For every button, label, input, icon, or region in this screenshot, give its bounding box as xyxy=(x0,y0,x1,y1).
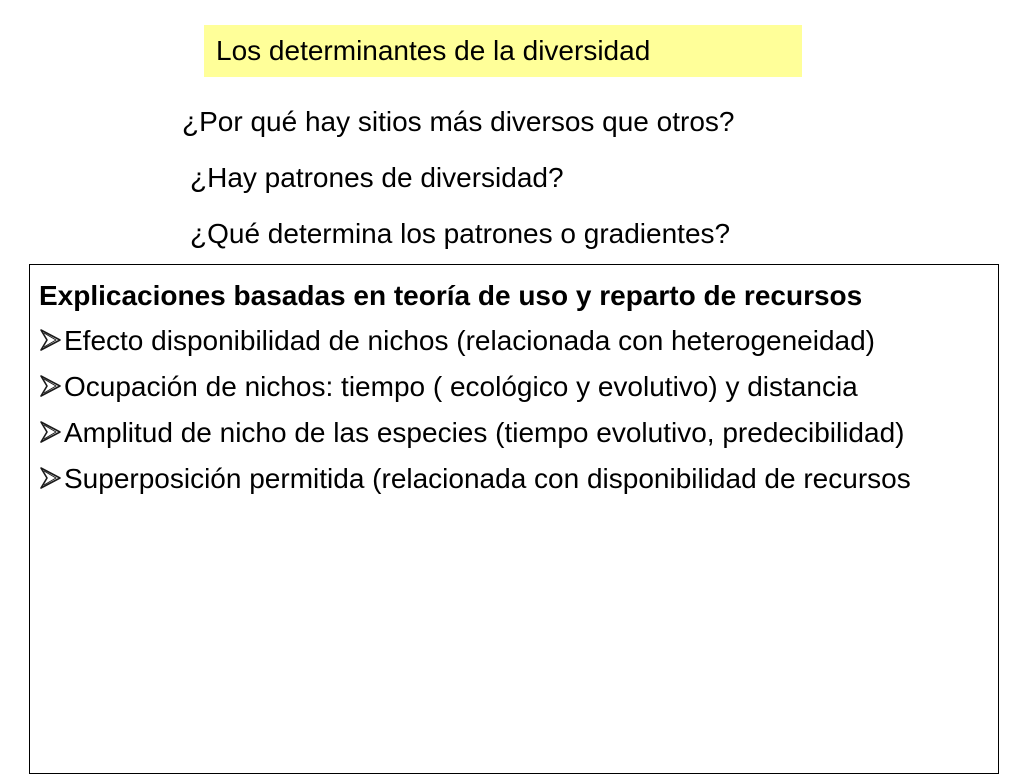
slide-title-box xyxy=(204,25,802,77)
explanations-box xyxy=(29,264,999,774)
arrow-bullet-icon xyxy=(39,465,64,491)
bullet-text-1: Efecto disponibilidad de nichos (relacionada con heterogeneidad) xyxy=(64,325,876,356)
bullet-item-4 xyxy=(39,460,988,498)
bullet-item-2 xyxy=(39,368,988,406)
arrow-bullet-icon xyxy=(39,327,64,353)
question-3: ¿Qué determina los patrones o gradientes? xyxy=(190,218,731,249)
bullet-item-3 xyxy=(39,414,988,452)
arrow-bullet-icon xyxy=(39,419,64,445)
slide-title: Los determinantes de la diversidad xyxy=(216,35,651,66)
bullet-text-2: Ocupación de nichos: tiempo ( ecológico y evolutivo) y distancia xyxy=(64,371,858,402)
bullet-text-4: Superposición permitida (relacionada con disponibilidad de recursos xyxy=(64,463,911,494)
question-1: ¿Por qué hay sitios más diversos que otros? xyxy=(182,106,735,137)
explanations-heading: Explicaciones basadas en teoría de uso y reparto de recursos xyxy=(39,280,863,311)
arrow-bullet-icon xyxy=(39,373,64,399)
bullet-text-3: Amplitud de nicho de las especies (tiempo evolutivo, predecibilidad) xyxy=(64,417,905,448)
question-2: ¿Hay patrones de diversidad? xyxy=(190,162,564,193)
bullet-item-1 xyxy=(39,322,988,360)
